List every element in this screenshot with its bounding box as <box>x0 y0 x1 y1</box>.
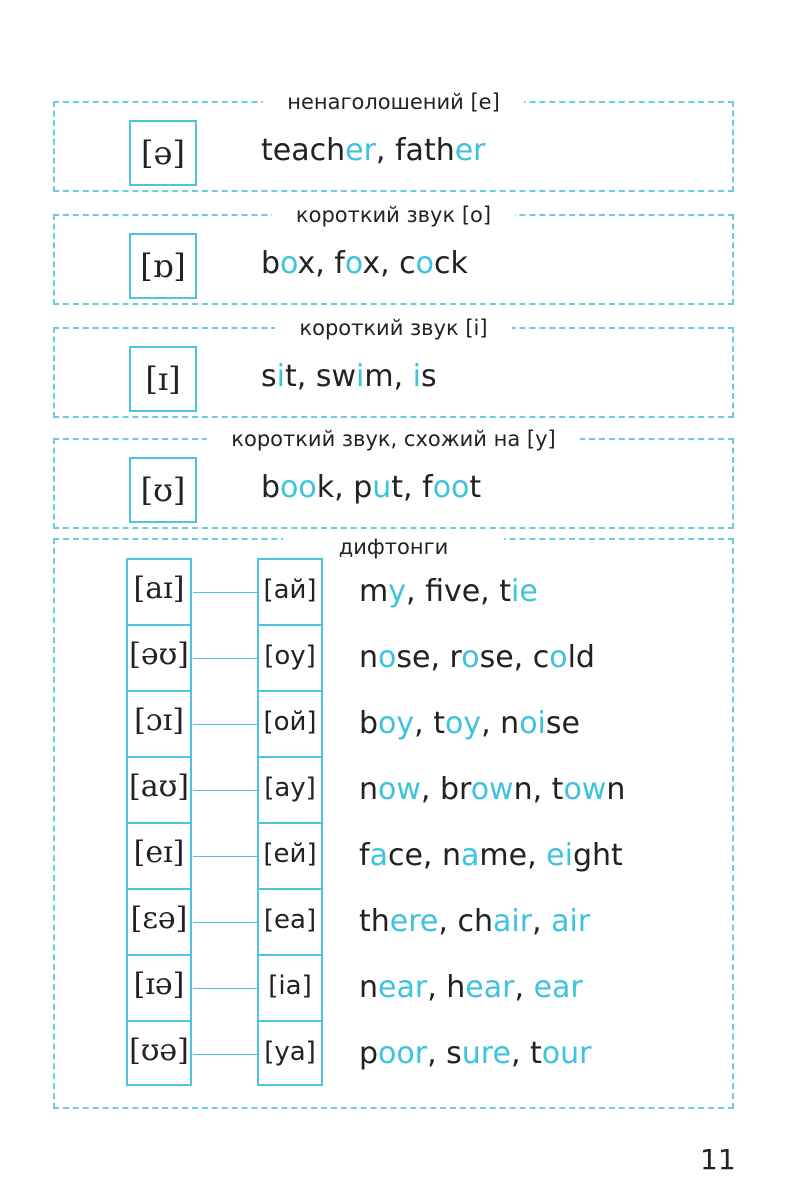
highlighted-letters: ei <box>546 838 573 873</box>
connector-line <box>193 658 259 659</box>
highlighted-letters: i <box>412 359 421 394</box>
connector-line <box>193 988 259 989</box>
section-schwa <box>53 90 734 192</box>
word-text: se <box>545 706 580 741</box>
word-text: s <box>420 359 437 394</box>
section-title: дифтонги <box>55 534 732 560</box>
diphthong-words <box>359 836 623 876</box>
ukrainian-cell: [ой] <box>259 690 321 756</box>
ipa-cell: [ɔɪ] <box>128 690 190 756</box>
ukrainian-cell: [іа] <box>259 954 321 1020</box>
highlighted-letters: a <box>369 838 388 873</box>
highlighted-letters: oo <box>432 470 470 505</box>
word-text: ce, n <box>387 838 461 873</box>
highlighted-letters: ie <box>511 574 538 609</box>
section-short-o <box>53 203 734 305</box>
example-words <box>261 468 481 508</box>
word-text: se, c <box>479 640 550 675</box>
word-text: t, f <box>391 470 433 505</box>
word-text: , f <box>406 574 444 609</box>
word-text: k, p <box>316 470 373 505</box>
word-text: teach <box>261 133 346 168</box>
section-title: ненаголошений [е] <box>55 89 732 115</box>
ukrainian-cell: [ей] <box>259 822 321 888</box>
word-text: x, f <box>297 246 345 281</box>
highlighted-letters: i <box>276 359 285 394</box>
word-text: se, r <box>396 640 462 675</box>
word-text: th <box>359 904 390 939</box>
highlighted-letters: air <box>551 904 591 939</box>
example-words <box>261 357 437 397</box>
highlighted-letters: o <box>461 640 480 675</box>
diphthong-words <box>359 704 580 744</box>
word-text: , <box>514 970 534 1005</box>
word-text: me, <box>479 838 547 873</box>
diphthong-words <box>359 572 538 612</box>
highlighted-letters: a <box>461 838 480 873</box>
diphthong-words <box>359 902 590 942</box>
connector-line <box>193 1054 259 1055</box>
highlighted-letters: ear <box>378 970 428 1005</box>
highlighted-letters: oy <box>378 706 415 741</box>
diphthong-words <box>359 968 583 1008</box>
word-text: ve, t <box>443 574 512 609</box>
highlighted-letters: ere <box>389 904 439 939</box>
highlighted-letters: u <box>372 470 392 505</box>
word-text: , br <box>420 772 471 807</box>
ukrainian-cell: [еа] <box>259 888 321 954</box>
word-text: , s <box>427 1036 462 1071</box>
phonetic-symbol: [ə] <box>129 120 197 186</box>
word-text: , t <box>510 1036 542 1071</box>
ipa-cell: [aʊ] <box>128 756 190 822</box>
word-text: , t <box>414 706 445 741</box>
word-text: b <box>261 246 281 281</box>
word-text: , n <box>481 706 520 741</box>
section-title: короткий звук, схожий на [у] <box>55 426 732 452</box>
highlighted-letters: i <box>356 359 365 394</box>
ukrainian-cell: [оу] <box>259 624 321 690</box>
word-text: , fath <box>375 133 455 168</box>
example-words <box>261 244 468 284</box>
word-text: n <box>359 970 379 1005</box>
highlighted-letters: ow <box>470 772 514 807</box>
word-text: n <box>359 772 379 807</box>
word-text: t, sw <box>284 359 356 394</box>
word-text: m <box>359 574 389 609</box>
diphthong-words <box>359 638 595 678</box>
ipa-cell: [əʊ] <box>128 624 190 690</box>
page-number: 11 <box>700 1143 736 1176</box>
word-text: n <box>606 772 626 807</box>
section-short-i <box>53 316 734 418</box>
highlighted-letters: o <box>378 640 397 675</box>
connector-line <box>193 724 259 725</box>
highlighted-letters: y <box>388 574 406 609</box>
word-text: ght <box>572 838 623 873</box>
connector-line <box>193 856 259 857</box>
phonetic-symbol: [ʊ] <box>129 457 197 523</box>
diphthong-words <box>359 1034 592 1074</box>
word-text: ck <box>434 246 468 281</box>
word-text: f <box>359 838 370 873</box>
ipa-cell: [ʊə] <box>128 1020 190 1086</box>
word-text: s <box>261 359 277 394</box>
word-text: , <box>532 904 552 939</box>
word-text: , ch <box>438 904 493 939</box>
ukrainian-cell: [ау] <box>259 756 321 822</box>
highlighted-letters: er <box>454 133 486 168</box>
highlighted-letters: o <box>549 640 568 675</box>
phonetic-symbol: [ɒ] <box>129 233 197 299</box>
ukrainian-cell: [ай] <box>259 558 321 624</box>
word-text: n, t <box>513 772 564 807</box>
connector-line <box>193 922 259 923</box>
highlighted-letters: oo <box>280 470 317 505</box>
word-text: m, <box>364 359 413 394</box>
highlighted-letters: ear <box>465 970 515 1005</box>
ipa-cell: [ɛə] <box>128 888 190 954</box>
section-title: короткий звук [о] <box>55 202 732 228</box>
word-text: b <box>359 706 379 741</box>
highlighted-letters: ow <box>378 772 421 807</box>
highlighted-letters: ure <box>461 1036 511 1071</box>
diphthong-words <box>359 770 625 810</box>
highlighted-letters: ear <box>533 970 583 1005</box>
highlighted-letters: er <box>345 133 376 168</box>
highlighted-letters: oor <box>378 1036 428 1071</box>
ukrainian-cell: [уа] <box>259 1020 321 1086</box>
highlighted-letters: air <box>492 904 533 939</box>
highlighted-letters: oy <box>445 706 482 741</box>
highlighted-letters: oi <box>519 706 546 741</box>
ipa-column <box>126 558 192 1086</box>
word-text: b <box>261 470 281 505</box>
connector-line <box>193 790 259 791</box>
highlighted-letters: o <box>280 246 298 281</box>
section-short-u <box>53 427 734 529</box>
connector-line <box>193 592 259 593</box>
example-words <box>261 131 486 171</box>
ipa-cell: [aɪ] <box>128 558 190 624</box>
ukrainian-column <box>257 558 323 1086</box>
word-text: t <box>469 470 482 505</box>
section-title: короткий звук [і] <box>55 315 732 341</box>
ipa-cell: [eɪ] <box>128 822 190 888</box>
word-text: , h <box>427 970 466 1005</box>
phonetic-symbol: [ɪ] <box>129 346 197 412</box>
word-text: n <box>359 640 379 675</box>
highlighted-letters: o <box>415 246 434 281</box>
word-text: p <box>359 1036 379 1071</box>
highlighted-letters: ow <box>563 772 607 807</box>
highlighted-letters: our <box>541 1036 592 1071</box>
word-text: ld <box>567 640 595 675</box>
highlighted-letters: o <box>344 246 363 281</box>
word-text: x, c <box>362 246 416 281</box>
ipa-cell: [ɪə] <box>128 954 190 1020</box>
